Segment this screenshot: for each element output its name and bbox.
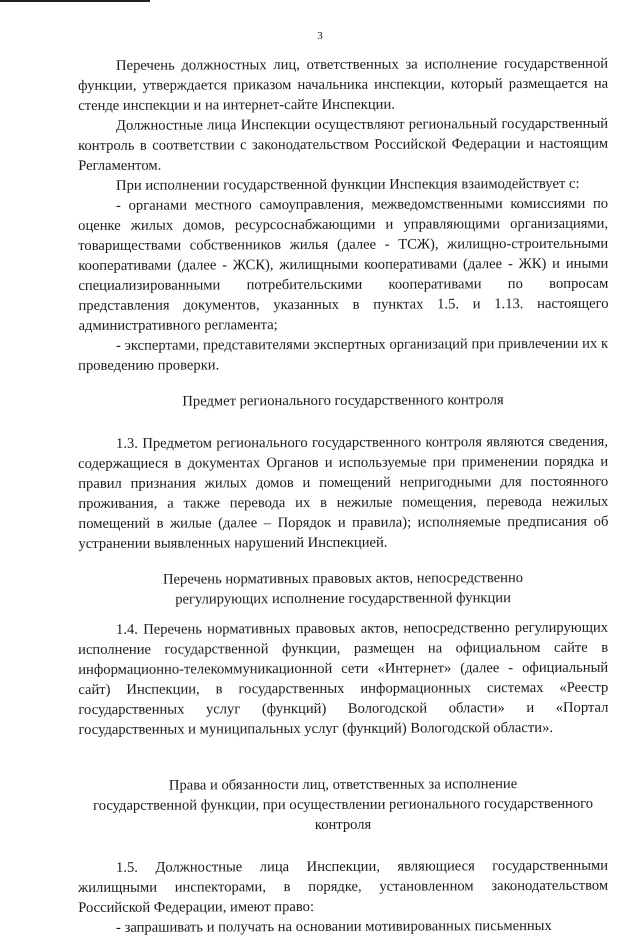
heading-legal-acts-line-1: Перечень нормативных правовых актов, непосредственно bbox=[162, 570, 524, 588]
paragraph-request-documents: - запрашивать и получать на основании мотивированных письменных bbox=[116, 917, 552, 936]
page-number: 3 bbox=[317, 30, 323, 42]
heading-rights-line-2: государственной функции, при осуществлении регионального государственного bbox=[93, 795, 594, 814]
document-body bbox=[78, 56, 608, 938]
paragraph-officials-control: Должностные лица Инспекции осуществляют региональный государственный контроль в соответствии с законодательством Российской Федерации и настоящим Регламентом. bbox=[78, 115, 609, 174]
heading-rights-line-3: контроля bbox=[314, 816, 372, 833]
paragraph-interaction-experts: - экспертами, представителями экспертных организаций при привлечении их к проведению проверки. bbox=[78, 335, 609, 374]
heading-rights-line-1: Права и обязанности лиц, ответственных за исполнение bbox=[168, 776, 518, 794]
heading-subject-of-control: Предмет регионального государственного контроля bbox=[182, 392, 504, 410]
paragraph-inspectors-list: Перечень должностных лиц, ответственных за исполнение государственной функции, утверждается приказом начальника инспекции, который размещается на стенде инспекции и на интернет-сайте Инспекции. bbox=[78, 55, 609, 114]
heading-legal-acts-line-2: регулирующих исполнение государственной функции bbox=[175, 590, 511, 608]
paragraph-1-5: 1.5. Должностные лица Инспекции, являющиеся государственными жилищными инспекторами, в порядке, установленном законодательством Российской Федерации, имеют право: bbox=[78, 857, 609, 916]
paragraph-1-4: 1.4. Перечень нормативных правовых актов, непосредственно регулирующих исполнение государственной функции, размещен на официальном сайте в информационно-телекоммуникационной сети «Интернет» (далее - официальный сайт) Инспекции, в государственных информационных системах «Реестр государственных услуг (функций) Вологодской области» и «Портал государственных и муниципальных услуг (функций) Вологодской области». bbox=[78, 619, 609, 738]
paragraph-1-3: 1.3. Предметом регионального государственного контроля являются сведения, содержащиеся в документах Органов и используемые при применении порядка и правил признания жилых домов и помещений непригодными для постоянного проживания, а также перевода их в нежилые помещения, перевода нежилых помещений в жилые (далее – Порядок и правила); исполняемые предписания об устранении выявленных нарушений Инспекцией. bbox=[78, 433, 609, 552]
paragraph-interaction-intro: При исполнении государственной функции Инспекция взаимодействует с: bbox=[116, 175, 580, 194]
paragraph-interaction-bodies: - органами местного самоуправления, межведомственными комиссиями по оценке жилых домов, ресурсоснабжающими и управляющими организациями, товариществами собственников жилья (далее - ТСЖ), жилищно-строительными кооперативами (далее - ЖСК), жилищными кооперативами (далее - ЖК) и иными специализированными потребительскими кооперативами по вопросам представления документов, указанных в пунктах 1.5. и 1.13. настоящего административного регламента; bbox=[78, 195, 609, 334]
